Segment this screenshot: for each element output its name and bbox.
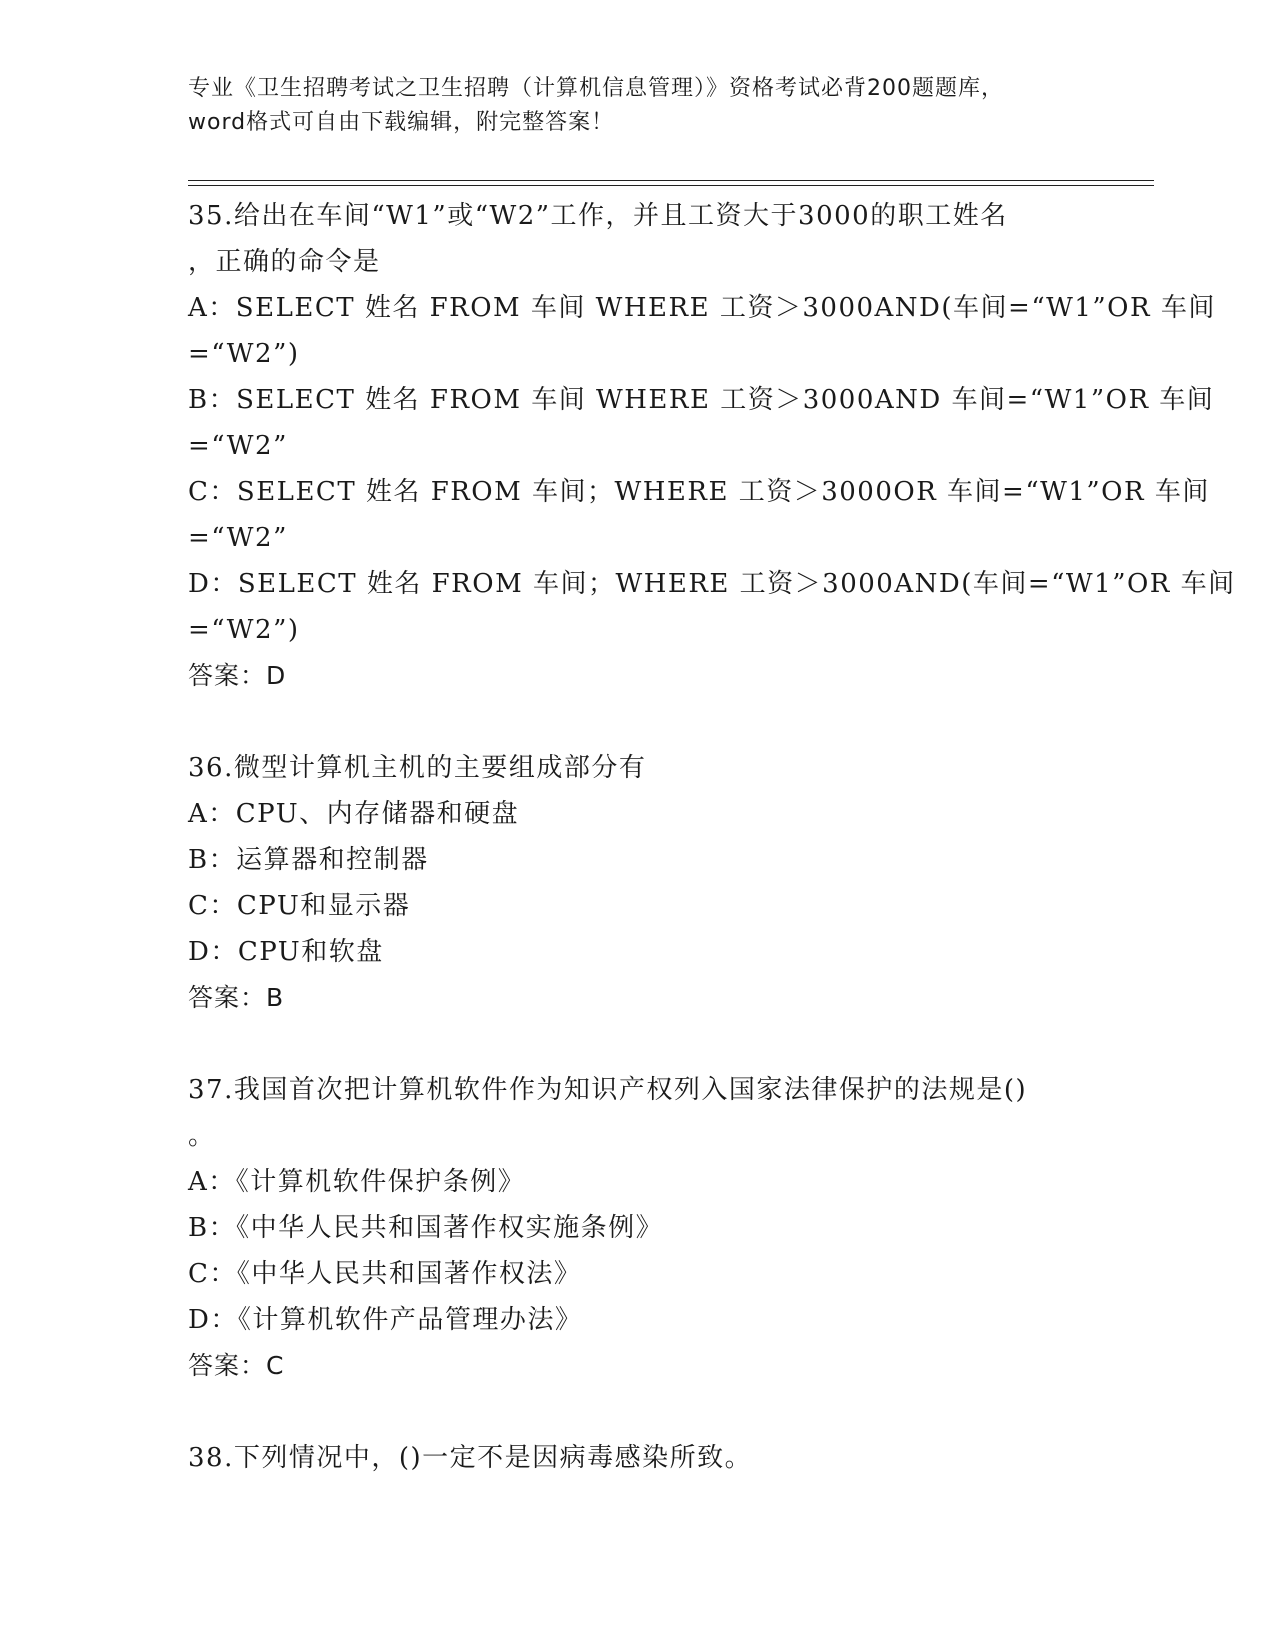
header-divider-bottom bbox=[188, 185, 1154, 186]
answer-line: 答案：B bbox=[188, 983, 285, 1012]
question-spacer bbox=[188, 699, 1088, 745]
question-stem-line: ，正确的命令是 bbox=[188, 247, 381, 277]
question-38 bbox=[188, 1435, 1088, 1481]
option-d-line: D：《计算机软件产品管理办法》 bbox=[188, 1305, 583, 1335]
header-line-2: word格式可自由下载编辑，附完整答案！ bbox=[188, 110, 615, 135]
question-36 bbox=[188, 745, 1088, 1021]
question-spacer bbox=[188, 1389, 1088, 1435]
option-c-line: C：《中华人民共和国著作权法》 bbox=[188, 1259, 582, 1289]
question-list bbox=[188, 193, 1236, 1481]
option-a-line: =“W2”) bbox=[188, 339, 300, 369]
option-d-line: D：CPU和软盘 bbox=[188, 937, 384, 967]
question-stem-line: 38.下列情况中，()一定不是因病毒感染所致。 bbox=[188, 1443, 753, 1473]
header-line-1: 专业《卫生招聘考试之卫生招聘（计算机信息管理）》资格考试必背200题题库， bbox=[188, 76, 1004, 101]
option-c-line: C：SELECT 姓名 FROM 车间；WHERE 工资＞3000OR 车间=“W1”OR 车间 bbox=[188, 477, 1210, 507]
option-a-line: A：SELECT 姓名 FROM 车间 WHERE 工资＞3000AND(车间=“W1”OR 车间 bbox=[188, 293, 1216, 323]
option-b-line: B：《中华人民共和国著作权实施条例》 bbox=[188, 1213, 664, 1243]
document-header bbox=[188, 72, 1088, 140]
question-stem-line: 。 bbox=[188, 1121, 216, 1151]
question-37 bbox=[188, 1067, 1088, 1389]
option-b-line: B：运算器和控制器 bbox=[188, 845, 429, 875]
option-a-line: A：《计算机软件保护条例》 bbox=[188, 1167, 526, 1197]
question-35 bbox=[188, 193, 1236, 699]
option-d-line: D：SELECT 姓名 FROM 车间；WHERE 工资＞3000AND(车间=“W1”OR 车间 bbox=[188, 569, 1236, 599]
question-spacer bbox=[188, 1021, 1088, 1067]
question-stem-line: 37.我国首次把计算机软件作为知识产权列入国家法律保护的法规是() bbox=[188, 1075, 1028, 1105]
answer-line: 答案：C bbox=[188, 1351, 285, 1380]
option-d-line: =“W2”) bbox=[188, 615, 300, 645]
question-stem-line: 35.给出在车间“W1”或“W2”工作，并且工资大于3000的职工姓名 bbox=[188, 201, 1008, 231]
answer-line: 答案：D bbox=[188, 661, 287, 690]
option-b-line: =“W2” bbox=[188, 431, 288, 461]
option-b-line: B：SELECT 姓名 FROM 车间 WHERE 工资＞3000AND 车间=“W1”OR 车间 bbox=[188, 385, 1215, 415]
question-stem-line: 36.微型计算机主机的主要组成部分有 bbox=[188, 753, 647, 783]
option-c-line: C：CPU和显示器 bbox=[188, 891, 411, 921]
option-c-line: =“W2” bbox=[188, 523, 288, 553]
option-a-line: A：CPU、内存储器和硬盘 bbox=[188, 799, 520, 829]
header-divider-top bbox=[188, 180, 1154, 181]
